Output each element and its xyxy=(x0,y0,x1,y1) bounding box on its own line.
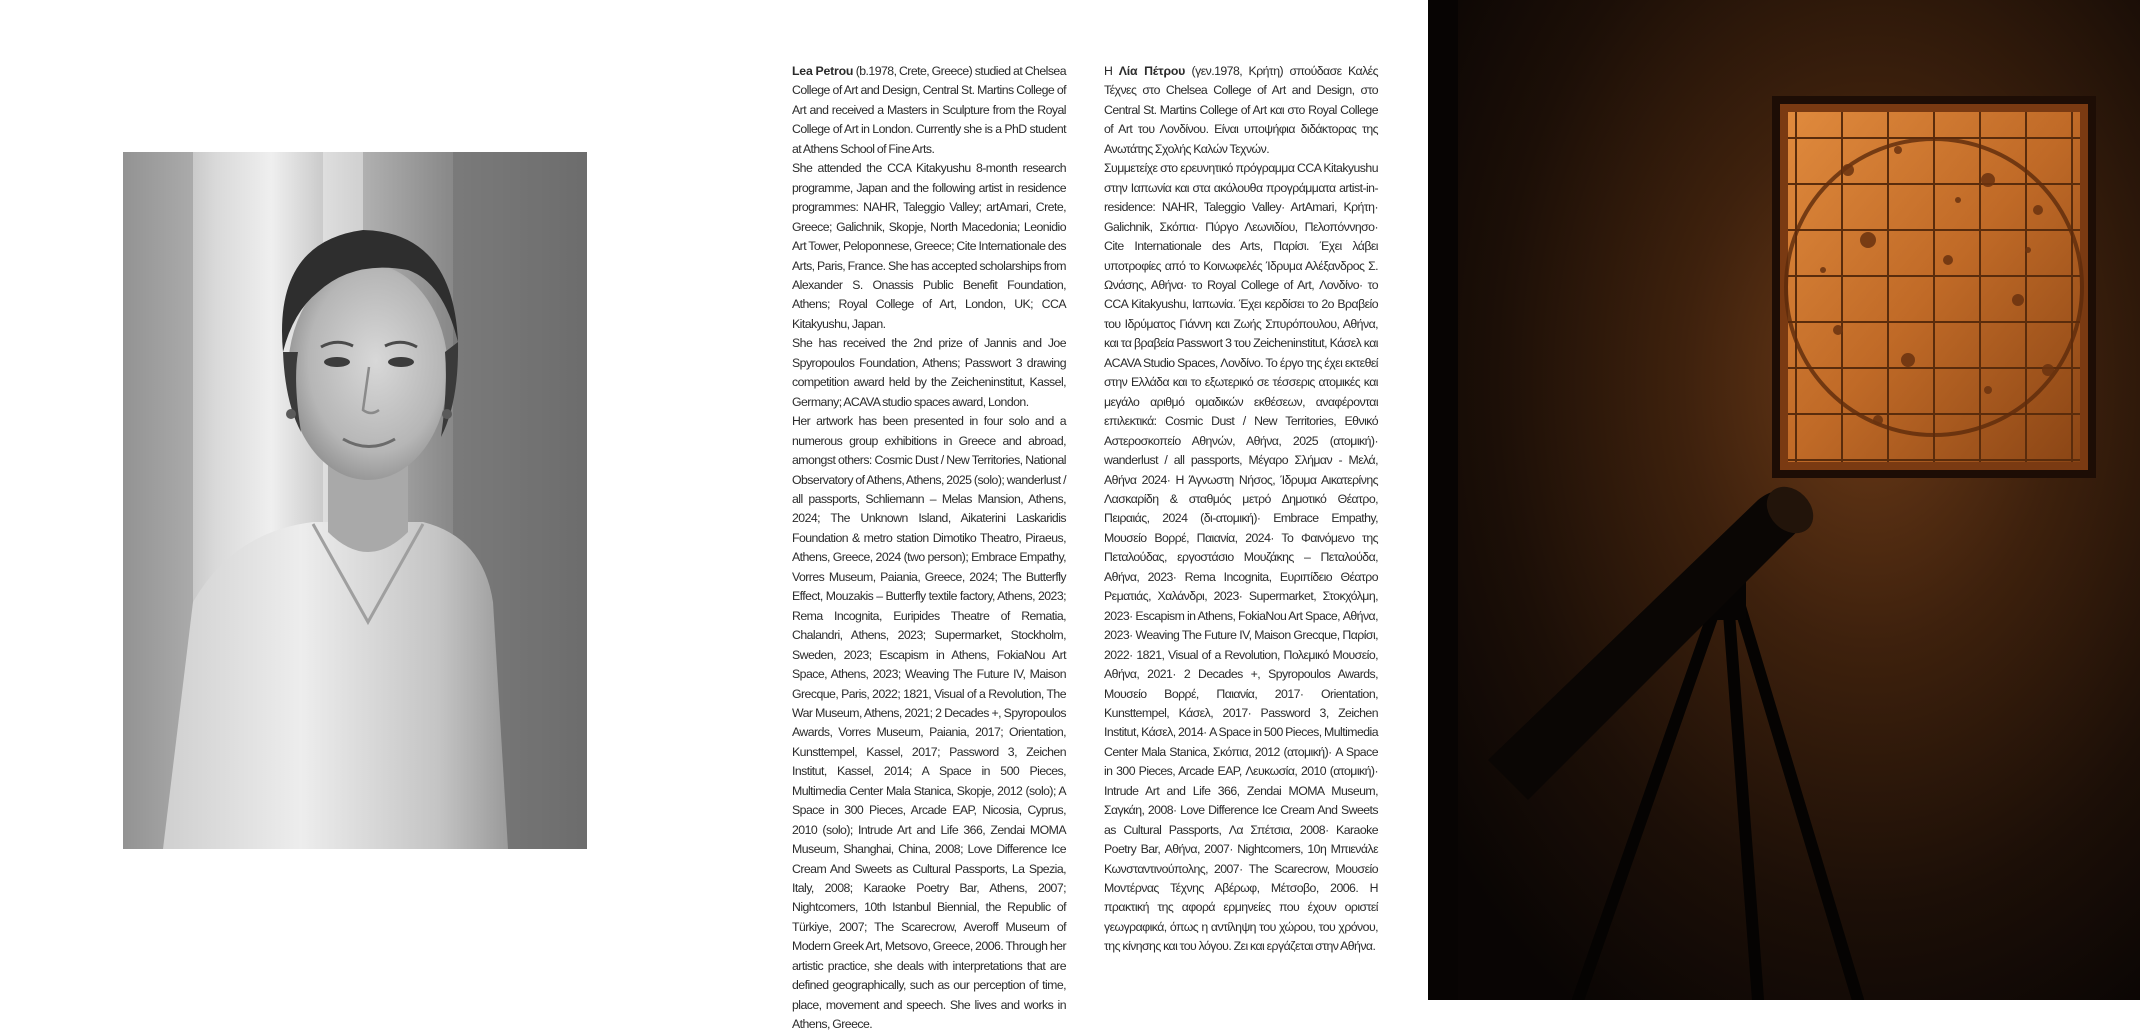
english-awards-paragraph: She has received the 2nd prize of Jannis and Joe Spyropoulos Foundation, Athens; Passwort 3 drawing competition award held by the Zeicheninstitut, Kassel, Germany; ACAVA studio spaces award, London. xyxy=(792,336,1066,409)
greek-intro-paragraph xyxy=(1104,62,1378,159)
artwork-installation-photo xyxy=(1428,0,2140,1000)
english-biography xyxy=(792,62,1066,1035)
greek-lead-article: Η xyxy=(1104,64,1119,78)
portrait-illustration xyxy=(123,152,587,849)
english-intro-text: (b.1978, Crete, Greece) studied at Chelsea College of Art and Design, Central St. Martins College of Art and received a Masters in Sculpture from the Royal College of Art in London. Currently she is a PhD student at Athens School of Fine Arts. xyxy=(792,64,1066,156)
english-intro-paragraph xyxy=(792,62,1066,159)
english-residencies-paragraph: She attended the CCA Kitakyushu 8-month research programme, Japan and the following artist in residence programmes: NAHR, Taleggio Valley; artAmari, Crete, Greece; Galichnik, Skopje, North Macedonia; Leonidio Art Tower, Peloponnese, Greece; Cite Internationale des Arts, Paris, France. She has accepted scholarships from Alexander S. Onassis Public Benefit Foundation, Athens; Royal College of Art, London, UK; CCA Kitakyushu, Japan. xyxy=(792,161,1066,331)
artist-name-en: Lea Petrou xyxy=(792,64,854,78)
artist-portrait-photo xyxy=(123,152,587,849)
greek-intro-text: (γεν.1978, Κρήτη) σπούδασε Καλές Τέχνες στο Chelsea College of Art and Design, στο Central St. Martins College of Art και στο Royal College of Art του Λονδίνου. Είναι υποψήφια διδάκτορας της Ανωτάτης Σχολής Καλών Τεχνών. xyxy=(1104,64,1378,156)
english-exhibitions-paragraph: Her artwork has been presented in four solo and a numerous group exhibitions in Greece and abroad, amongst others: Cosmic Dust / New Territories, National Observatory of Athens, Athens, 2025 (solo); wanderlust / all passports, Schliemann – Melas Mansion, Athens, 2024; The Unknown Island, Aikaterini Laskaridis Foundation & metro station Dimotiko Theatro, Piraeus, Athens, Greece, 2024 (two person); Embrace Empathy, Vorres Museum, Paiania, Greece, 2024; The Butterfly Effect, Mouzakis – Butterfly textile factory, Athens, 2023; Rema Incognita, Euripides Theatre of Rematia, Chalandri, Athens, 2023; Supermarket, Stockholm, Sweden, 2023; Escapism in Athens, FokiaNou Art Space, Athens, 2023; Weaving The Future IV, Maison Grecque, Paris, 2022; 1821, Visual of a Revolution, The War Museum, Athens, 2021; 2 Decades +, Spyropoulos Awards, Vorres Museum, Paiania, 2017; Orientation, Kunsttempel, Kassel, 2017; Password 3, Zeichen Institut, Kassel, 2014; A Space in 500 Pieces, Multimedia Center Mala Stanica, Skopje, 2012 (solo); A Space in 300 Pieces, Arcade EAP, Nicosia, Cyprus, 2010 (solo); Intrude Art and Life 366, Zendai MOMA Museum, Shanghai, China, 2008; Love Difference Ice Cream And Sweets as Cultural Passports, La Spezia, Italy, 2008; Karaoke Poetry Bar, Athens, 2007; Nightcomers, 10th Istanbul Biennial, the Republic of Türkiye, 2007; The Scarecrow, Averoff Museum of Modern Greek Art, Metsovo, Greece, 2006. Through her artistic practice, she deals with interpretations that are defined geographically, such as our perception of time, place, movement and speech. She lives and works in Athens, Greece. xyxy=(792,414,1066,1032)
installation-illustration xyxy=(1428,0,2140,1000)
greek-career-paragraph: Συμμετείχε στο ερευνητικό πρόγραμμα CCA Kitakyushu στην Ιαπωνία και στα ακόλουθα προγράμματα artist-in-residence: NAHR, Taleggio Valley· ArtAmari, Κρήτη· Galichnik, Σκόπια· Πύργο Λεωνιδίου, Πελοπόννησο· Cite Internationale des Arts, Παρίσι. Έχει λάβει υποτροφίες από το Κοινωφελές Ίδρυμα Αλέξανδρος Σ. Ωνάσης, Αθήνα· το Royal College of Art, Λονδίνο· το CCA Kitakyushu, Ιαπωνία. Έχει κερδίσει το 2ο Βραβείο του Ιδρύματος Γιάννη και Ζωής Σπυρόπουλου, Αθήνα, και τα βραβεία Passwort 3 του Zeicheninstitut, Κάσελ και ACAVA Studio Spaces, Λονδίνο. Το έργο της έχει εκτεθεί στην Ελλάδα και το εξωτερικό σε τέσσερις ατομικές και μεγάλο αριθμό ομαδικών εκθέσεων, αναφέρονται επιλεκτικά: Cosmic Dust / New Territories, Εθνικό Αστεροσκοπείο Αθηνών, Αθήνα, 2025 (ατομική)· wanderlust / all passports, Μέγαρο Σλήμαν - Μελά, Αθήνα 2024· Η Άγνωστη Νήσος, Ίδρυμα Αικατερίνης Λασκαρίδη & σταθμός μετρό Δημοτικό Θέατρο, Πειραιάς, 2024 (δι-ατομική)· Embrace Empathy, Μουσείο Βορρέ, Παιανία, 2024· Το Φαινόμενο της Πεταλούδας, εργοστάσιο Μουζάκης – Πεταλούδα, Αθήνα, 2023· Rema Incognita, Ευριπίδειο Θέατρο Ρεματιάς, Χαλάνδρι, 2023· Supermarket, Στοκχόλμη, 2023· Escapism in Athens, FokiaNou Art Space, Αθήνα, 2023· Weaving The Future IV, Maison Grecque, Παρίσι, 2022· 1821, Visual of a Revolution, Πολεμικό Μουσείο, Αθήνα, 2021· 2 Decades +, Spyropoulos Awards, Μουσείο Βορρέ, Παιανία, 2017· Orientation, Kunsttempel, Κάσελ, 2017· Password 3, Zeichen Institut, Κάσελ, 2014· A Space in 500 Pieces, Multimedia Center Mala Stanica, Σκόπια, 2012 (ατομική)· A Space in 300 Pieces, Arcade EAP, Λευκωσία, 2010 (ατομική)· Intrude Art and Life 366, Zendai MOMA Museum, Σαγκάη, 2008· Love Difference Ice Cream And Sweets as Cultural Passports, Λα Σπέτσια, 2008· Karaoke Poetry Bar, Αθήνα, 2007· Nightcomers, 10η Μπιενάλε Κωνσταντινούπολης, 2007· The Scarecrow, Μουσείο Μοντέρνας Τέχνης Αβέρωφ, Μέτσοβο, 2006. Η πρακτική της αφορά ερμηνείες που έχουν οριστεί γεωγραφικά, όπως η αντίληψη του χώρου, του χρόνου, της κίνησης και του λόγου. Ζει και εργάζεται στην Αθήνα. xyxy=(1104,161,1378,954)
greek-biography xyxy=(1104,62,1378,957)
artist-name-gr: Λία Πέτρου xyxy=(1118,64,1186,78)
